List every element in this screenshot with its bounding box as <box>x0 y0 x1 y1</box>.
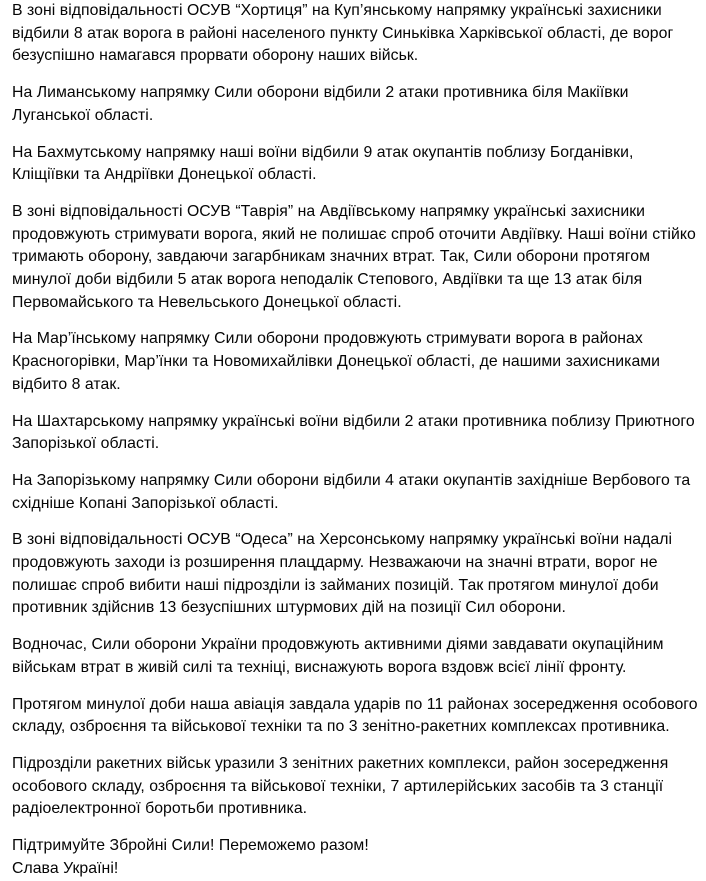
paragraph-kherson: В зоні відповідальності ОСУВ “Одеса” на Херсонському напрямку українські воїни надалі продовжують заходи із розширення плацдарму. Незважаючи на значні втрати, ворог не полишає спроб вибити наші підрозділи із займаних позицій. Так протягом минулої доби противник здійснив 13 безуспішних штурмових дій на позиції Сил оборони. <box>12 531 673 617</box>
closing-block <box>12 835 698 880</box>
paragraph-marinka: На Мар’їнському напрямку Сили оборони продовжують стримувати ворога в районах Красногорівки, Мар’їнки та Новомихайлівки Донецької області, де нашими захисниками відбито 8 атак. <box>12 330 661 393</box>
closing-line-glory: Слава Україні! <box>12 859 119 877</box>
paragraph-lyman: На Лиманському напрямку Сили оборони відбили 2 атаки противника біля Макіївки Луганської області. <box>12 84 629 124</box>
paragraph-shakhtarsk: На Шахтарському напрямку українські воїни відбили 2 атаки противника поблизу Приютного Запорізької області. <box>12 412 695 453</box>
paragraph-kupiansk: В зоні відповідальності ОСУВ “Хортиця” на Куп’янському напрямку українські захисники відбили 8 атак ворога в районі населеного пункту Синьківка Харківської області, де ворог безуспішно намагався прорвати оборону наших військ. <box>12 2 674 65</box>
paragraph-aviation: Протягом минулої доби наша авіація завдала ударів по 11 районах зосередження особового складу, озброєння та військової техніки та по 3 зенітно-ракетних комплексах противника. <box>12 695 698 736</box>
paragraph-general: Водночас, Сили оборони України продовжують активними діями завдавати окупаційним військам втрат в живій силі та техніці, виснажують ворога вздовж всієї лінії фронту. <box>12 636 664 676</box>
paragraph-missile-troops: Підрозділи ракетних військ уразили 3 зенітних ракетних комплекси, район зосередження особового складу, озброєння та військової техніки, 7 артилерійських засобів та 3 станції радіоелектронної боротьби противника. <box>12 754 669 818</box>
paragraph-avdiivka: В зоні відповідальності ОСУВ “Таврія” на Авдіївському напрямку українські захисники продовжують стримувати ворога, який не полишає спроб оточити Авдіївку. Наші воїни стійко тримають оборону, завдаючи загарбникам значних втрат. Так, Сили оборони протягом минулої доби відбили 5 атак ворога неподалік Степового, Авдіївки та ще 13 атак біля Первомайського та Невельського Донецької області. <box>12 202 696 311</box>
closing-line-support: Підтримуйте Збройні Сили! Переможемо разом! <box>12 837 369 855</box>
paragraph-zaporizhzhia: На Запорізькому напрямку Сили оборони відбили 4 атаки окупантів західніше Вербового та східніше Копані Запорізької області. <box>12 471 691 512</box>
paragraph-bakhmut: На Бахмутському напрямку наші воїни відбили 9 атак окупантів поблизу Богданівки, Кліщіївки та Андріївки Донецької області. <box>12 143 634 184</box>
